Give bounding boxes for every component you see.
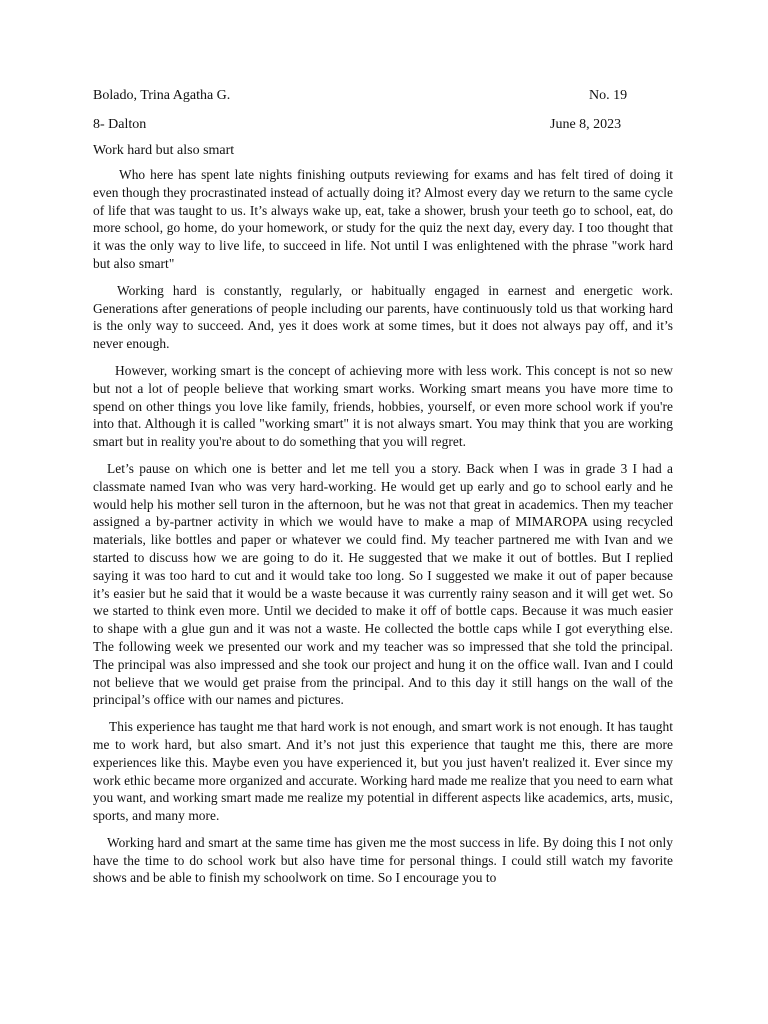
paragraph-6: Working hard and smart at the same time has given me the most success in life. By doing this I not only have the time to do school work but also have time for personal things. I could still watch my favorite shows and be able to finish my schoolwork on time. So I encourage you to	[93, 834, 673, 886]
paragraph-4: Let’s pause on which one is better and let me tell you a story. Back when I was in grade 3 I had a classmate named Ivan who was very hard-working. He would get up early and go to school early and he would help his mother sell turon in the afternoon, but he was not that great in academics. Then my teacher assigned a by-partner activity in which we would have to make a map of MIMAROPA using recycled materials, like bottles and paper or whatever we could find. My teacher partnered me with Ivan and we started to discuss how we are going to do it. He suggested that we make it out of bottles. But I replied saying it was too hard to cut and it would take too long. So I suggested we make it out of paper because it’s easier but he said that it would be a waste because it was currently rainy season and it will get wet. So we started to think even more. Until we decided to make it off of bottle caps. Because it was much easier to shape with a glue gun and it was not a waste. He collected the bottle caps while I got everything else. The following week we presented our work and my teacher was so impressed that she told the principal. The principal was also impressed and she took our project and hung it on the office wall. Ivan and I could not believe that we would get praise from the principal. And to this day it still hangs on the wall of the principal’s office with our names and pictures.	[93, 460, 673, 708]
paragraph-5: This experience has taught me that hard work is not enough, and smart work is not enough. It has taught me to work hard, but also smart. And it’s not just this experience that taught me this, there are more experiences like this. Maybe even you have experienced it, but you just haven't realized it. Ever since my work ethic became more organized and accurate. Working hard made me realize that you need to earn what you want, and working smart made me realize my potential in different aspects like academics, arts, music, sports, and many more.	[93, 719, 673, 824]
paragraph-3: However, working smart is the concept of achieving more with less work. This concept is not so new but not a lot of people believe that working smart works. Working smart means you have more time to spend on other things you love like family, friends, hobbies, yourself, or even more school work if you're into that. Although it is called "working smart" it is not always smart. You may think that you are working smart but in reality you're about to do something that you will regret.	[93, 362, 673, 450]
essay-title: Work hard but also smart	[93, 143, 235, 158]
student-number: No. 19	[589, 88, 628, 103]
header-row-section	[93, 116, 653, 134]
essay-body	[93, 166, 673, 896]
paragraph-2: Working hard is constantly, regularly, or habitually engaged in earnest and energetic work. Generations after generations of people including our parents, have continuously told us that working hard is the only way to succeed. And, yes it does work at some times, but it does not always pay off, and it’s never enough.	[93, 282, 673, 352]
section-name: 8- Dalton	[93, 117, 147, 132]
paragraph-1: Who here has spent late nights finishing outputs reviewing for exams and has felt tired of doing it even though they procrastinated instead of actually doing it? Almost every day we return to the same cycle of life that was taught to us. It’s always wake up, eat, take a shower, brush your teeth go to school, eat, do more school, go home, do your homework, or study for the quiz the next day, every day. I too thought that it was the only way to live life, to succeed in life. Not until I was enlightened with the phrase "work hard but also smart"	[93, 167, 673, 271]
student-name: Bolado, Trina Agatha G.	[93, 88, 231, 103]
header-row-name	[93, 87, 653, 105]
document-date: June 8, 2023	[550, 117, 622, 132]
